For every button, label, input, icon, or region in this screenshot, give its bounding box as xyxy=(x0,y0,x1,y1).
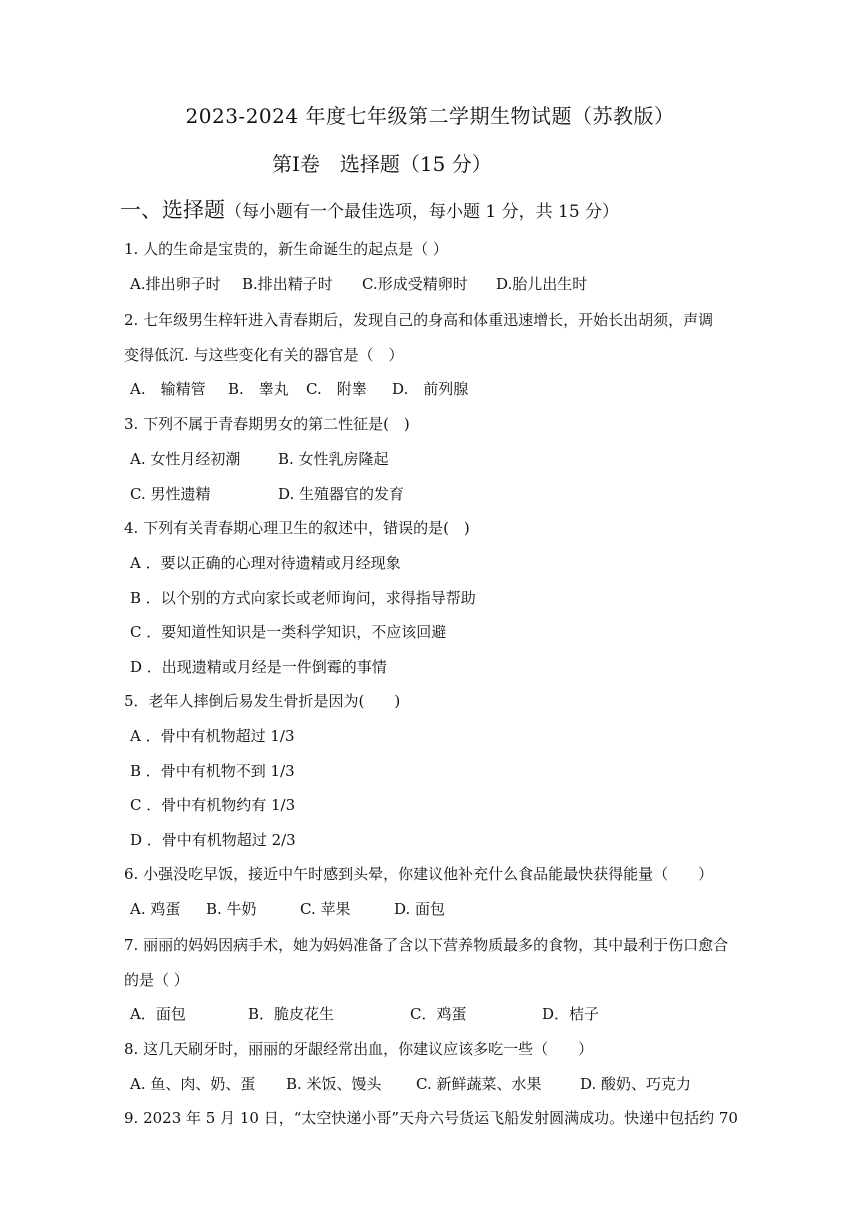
question-2-stem-line-1: 2. 七年级男生梓轩进入青春期后，发现自己的身高和体重迅速增长，开始长出胡须，声调 xyxy=(124,311,714,329)
option-c: C. 附睾 xyxy=(306,380,367,398)
option-c: C. 男性遗精 xyxy=(130,485,211,503)
option-a: A.排出卵子时 xyxy=(130,275,221,293)
section-title: 一、选择题 xyxy=(120,198,225,222)
question-4-option-c: C ．要知道性知识是一类科学知识，不应该回避 xyxy=(130,623,447,641)
option-d: D.胎儿出生时 xyxy=(496,275,588,293)
option-b: B.排出精子时 xyxy=(242,275,333,293)
option-b: B. 牛奶 xyxy=(206,900,257,918)
option-c: C. 新鲜蔬菜、水果 xyxy=(416,1075,542,1093)
question-4-option-b: B ．以个别的方式向家长或老师询问，求得指导帮助 xyxy=(130,589,476,607)
option-a: A. 输精管 xyxy=(130,380,206,398)
question-4-stem: 4. 下列有关青春期心理卫生的叙述中，错误的是( ) xyxy=(124,519,470,537)
question-5-option-a: A ．骨中有机物超过 1/3 xyxy=(130,727,295,745)
option-b: B. 米饭、馒头 xyxy=(286,1075,382,1093)
option-a: A．面包 xyxy=(130,1005,186,1023)
option-a: A. 鱼、肉、奶、蛋 xyxy=(130,1075,256,1093)
option-a: A. 女性月经初潮 xyxy=(130,450,241,468)
question-7-stem-line-2: 的是（ ） xyxy=(124,971,189,989)
exam-title: 2023-2024 年度七年级第二学期生物试题（苏教版） xyxy=(185,104,675,128)
question-5-stem: 5．老年人摔倒后易发生骨折是因为( ) xyxy=(124,692,401,710)
option-b: B. 睾丸 xyxy=(228,380,289,398)
option-b: B．脆皮花生 xyxy=(248,1005,335,1023)
part-heading: 第Ⅰ卷 选择题（15 分） xyxy=(272,152,492,176)
question-6-stem: 6. 小强没吃早饭，接近中午时感到头晕，你建议他补充什么食品能最快获得能量（ ） xyxy=(124,865,714,883)
section-heading xyxy=(120,194,619,224)
question-1-stem: 1. 人的生命是宝贵的，新生命诞生的起点是（ ） xyxy=(124,240,448,258)
question-5-option-b: B ．骨中有机物不到 1/3 xyxy=(130,762,295,780)
question-4-option-a: A ．要以正确的心理对待遗精或月经现象 xyxy=(130,554,401,572)
option-d: D．桔子 xyxy=(542,1005,600,1023)
option-c: C. 苹果 xyxy=(300,900,351,918)
question-7-stem-line-1: 7. 丽丽的妈妈因病手术，她为妈妈准备了含以下营养物质最多的食物，其中最利于伤口愈合 xyxy=(124,936,729,954)
option-c: C．鸡蛋 xyxy=(410,1005,467,1023)
section-note: （每小题有一个最佳选项，每小题 1 分，共 15 分） xyxy=(225,202,620,222)
option-a: A. 鸡蛋 xyxy=(130,900,181,918)
option-d: D. 生殖器官的发育 xyxy=(278,485,405,503)
option-d: D. 酸奶、巧克力 xyxy=(580,1075,692,1093)
option-d: D. 前列腺 xyxy=(392,380,469,398)
option-d: D. 面包 xyxy=(394,900,446,918)
option-c: C.形成受精卵时 xyxy=(362,275,468,293)
question-8-stem: 8. 这几天刷牙时，丽丽的牙龈经常出血，你建议应该多吃一些（ ） xyxy=(124,1040,594,1058)
question-4-option-d: D ．出现遗精或月经是一件倒霉的事情 xyxy=(130,658,387,676)
question-9-stem: 9. 2023 年 5 月 10 日，“太空快递小哥”天舟六号货运飞船发射圆满成功。快递中包括约 70 xyxy=(124,1109,738,1127)
question-5-option-d: D ．骨中有机物超过 2/3 xyxy=(130,831,296,849)
question-3-stem: 3. 下列不属于青春期男女的第二性征是( ) xyxy=(124,415,410,433)
option-b: B. 女性乳房隆起 xyxy=(278,450,389,468)
question-2-stem-line-2: 变得低沉. 与这些变化有关的器官是（ ） xyxy=(124,346,404,364)
question-5-option-c: C ．骨中有机物约有 1/3 xyxy=(130,796,296,814)
